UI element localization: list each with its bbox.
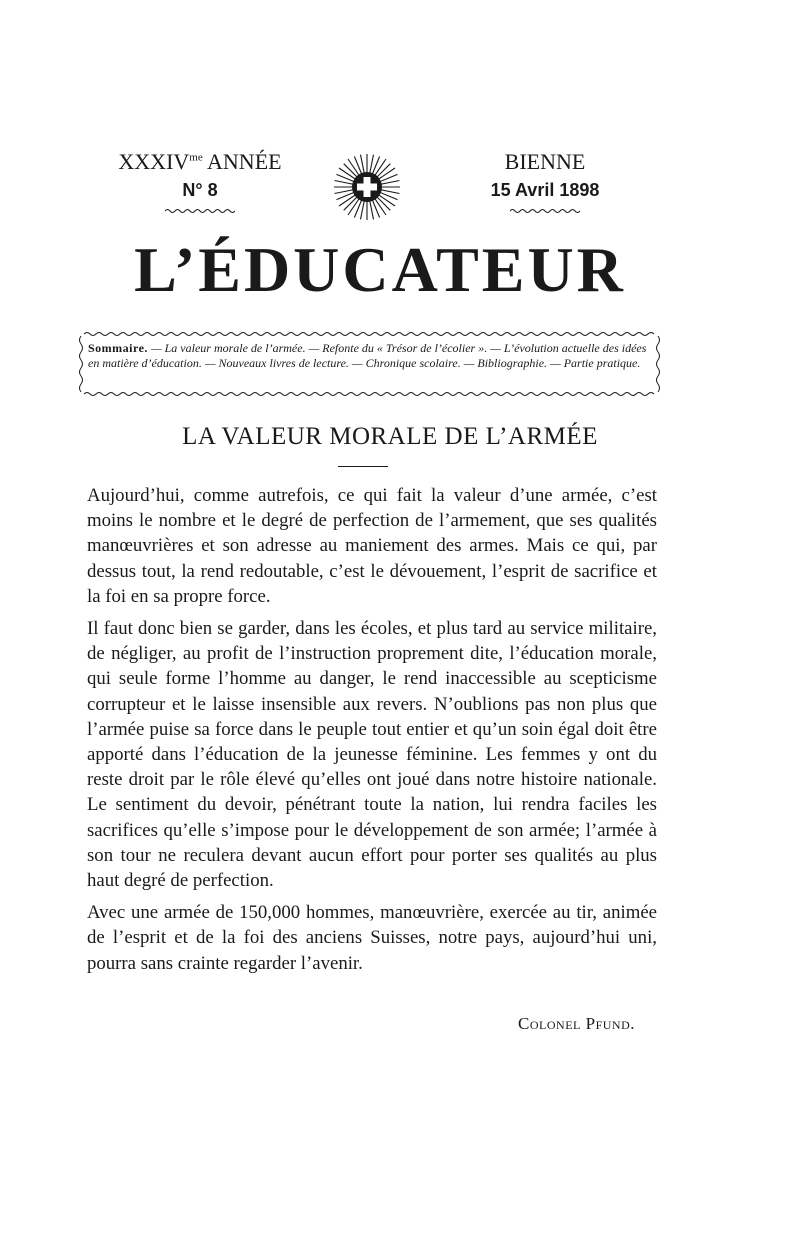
issue-date: 15 Avril 1898 — [490, 180, 600, 200]
summary-contents: — La valeur morale de l’armée. — Refonte du « Trésor de l’écolier ». — L’évolution actuelle des idées en matière d’éducation. — Nouveaux livres de lecture. — Chronique scolaire. — Bibliographie. — Partie pratique. — [88, 341, 647, 370]
summary-lead: Sommaire. — [88, 341, 148, 355]
place-date — [470, 148, 620, 214]
decorative-squiggle — [165, 208, 235, 214]
article-paragraph: Aujourd’hui, comme autrefois, ce qui fait la valeur d’une armée, c’est moins le nombre et le degré de perfection de l’armement, que ses qualités manœuvrières et son adresse au maniement des armes. Mais ce qui, par dessus tout, la rend redoutable, c’est le dévouement, l’esprit de sacrifice et la foi en sa propre force. — [87, 485, 657, 607]
issue-number: N° 8 — [182, 180, 218, 200]
volume-year: $XXXIV^{me}$ ANNÉE — [118, 149, 282, 174]
article-body — [87, 483, 657, 983]
article-paragraph: Avec une armée de 150,000 hommes, manœuvrière, exercée au tir, animée de l’esprit et de la foi des anciens Suisses, notre pays, aujourd’hui uni, pourra sans crainte regarder l’avenir. — [87, 902, 657, 974]
masthead-title: L’ÉDUCATEUR — [134, 234, 626, 305]
city-name: BIENNE — [504, 149, 586, 174]
article-heading: LA VALEUR MORALE DE L’ARMÉE — [182, 423, 598, 450]
heading-rule — [338, 466, 388, 467]
article-signature: Colonel Pfund. — [518, 1014, 635, 1033]
summary-text — [88, 341, 653, 371]
article-paragraph: Il faut donc bien se garder, dans les écoles, et plus tard au service militaire, de négliger, au profit de l’instruction proprement dite, l’éducation morale, qui seule forme l’homme au danger, le rend inaccessible au scepticisme corrupteur et le laisse insensible aux revers. N’oublions pas non plus que l’armée puise sa force dans le peuple tout entier et qu’un soin égal doit être apporté dans l’éducation de la jeunesse féminine. Les femmes y ont du reste droit par le rôle élevé qu’elles ont joué dans notre histoire nationale. Le sentiment du devoir, pénétrant toute la nation, lui rendra faciles les sacrifices qu’elle s’impose pour le développement de son armée; l’armée à son tour ne reculera devant aucun effort pour porter ses qualités au plus haut degré de perfection. — [87, 618, 657, 892]
year-superscript: me — [189, 151, 203, 164]
decorative-squiggle — [510, 208, 580, 214]
summary-box — [78, 328, 662, 400]
issue-info — [100, 148, 300, 214]
swiss-cross-sunburst-icon — [332, 152, 402, 222]
